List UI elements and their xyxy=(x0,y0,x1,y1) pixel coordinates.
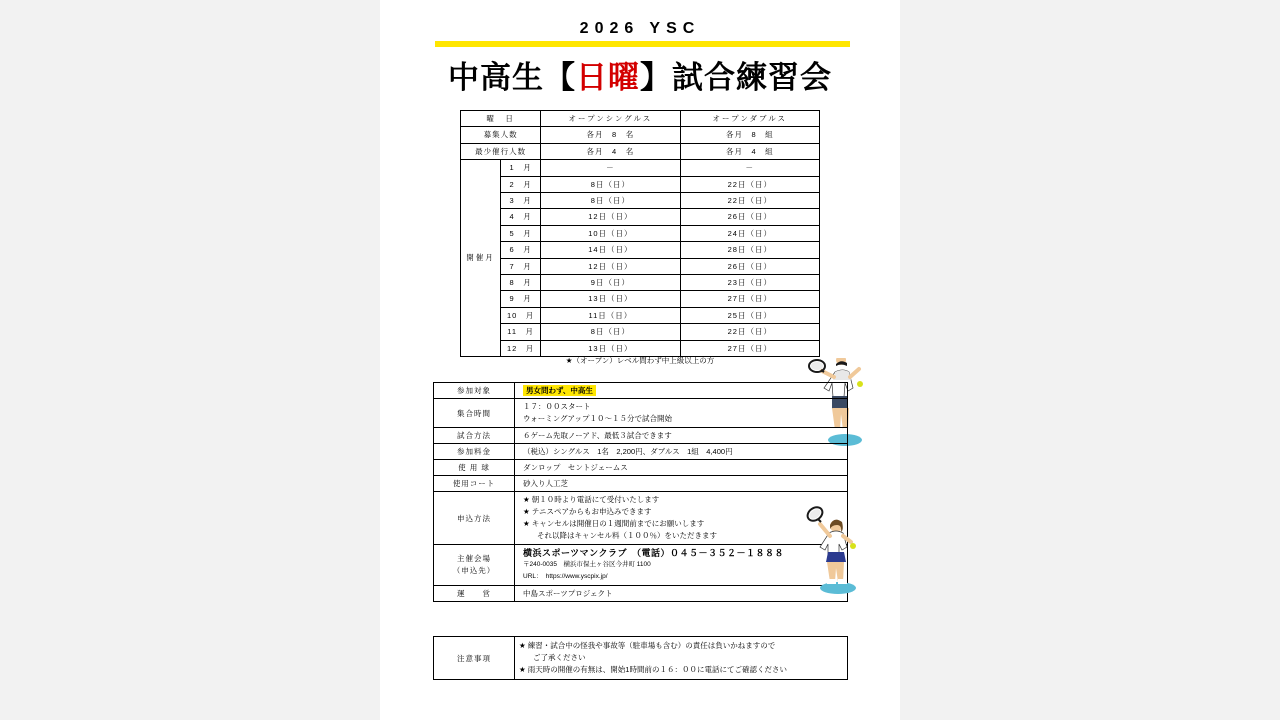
month-cell: 11 月 xyxy=(501,324,541,340)
row-capacity-doubles: 各月 8 組 xyxy=(680,127,819,143)
table-row xyxy=(434,492,848,545)
table-row xyxy=(434,399,848,428)
title-underline xyxy=(435,41,850,47)
row-min-singles: 各月 4 名 xyxy=(541,143,680,159)
month-singles: 13日（日） xyxy=(541,340,680,356)
table-row xyxy=(461,258,820,274)
month-singles: 14日（日） xyxy=(541,242,680,258)
month-singles: 13日（日） xyxy=(541,291,680,307)
caution-value xyxy=(515,637,848,680)
month-cell: 8 月 xyxy=(501,275,541,291)
info-value-time xyxy=(515,399,848,428)
highlight-target: 男女問わず、中高生 xyxy=(523,385,596,396)
host-address: 〒240-0035 横浜市保土ヶ谷区今井町 1100 xyxy=(523,561,651,568)
info-label-apply: 申込方法 xyxy=(434,492,515,545)
month-singles: 11日（日） xyxy=(541,307,680,323)
month-cell: 6 月 xyxy=(501,242,541,258)
apply-line-2: ★ テニスペアからもお申込みできます xyxy=(523,507,652,516)
host-label-sub: （申込先） xyxy=(452,566,496,575)
month-cell: 12 月 xyxy=(501,340,541,356)
month-doubles: 25日（日） xyxy=(680,307,819,323)
info-value-fee: （税込）シングルス 1名 2,200円、ダブルス 1組 4,400円 xyxy=(515,444,848,460)
month-doubles: 22日（日） xyxy=(680,176,819,192)
time-line-1: １７：００スタート xyxy=(523,402,591,411)
caution-line-3: ★ 雨天時の開催の有無は、開始1時間前の１６：００に電話にてご確認ください xyxy=(519,665,787,674)
month-doubles: 26日（日） xyxy=(680,209,819,225)
page-title xyxy=(380,52,900,97)
info-label-host xyxy=(434,545,515,586)
info-label-court: 使用コート xyxy=(434,476,515,492)
table-row xyxy=(434,637,848,680)
month-cell: 7 月 xyxy=(501,258,541,274)
info-value-court: 砂入り人工芝 xyxy=(515,476,848,492)
apply-line-3: ★ キャンセルは開催日の１週間前までにお願いします xyxy=(523,519,705,528)
page-title-year: 2026 YSC xyxy=(579,20,701,37)
table-row xyxy=(461,307,820,323)
document-page xyxy=(380,0,900,720)
page-background-right xyxy=(900,0,1280,720)
table-row xyxy=(461,160,820,176)
month-cell: 4 月 xyxy=(501,209,541,225)
month-doubles: － xyxy=(680,160,819,176)
table-row xyxy=(434,545,848,586)
schedule-header-doubles: オープンダブルス xyxy=(680,111,819,127)
row-label-capacity: 募集人数 xyxy=(461,127,541,143)
host-name: 横浜スポーツマンクラブ （電話）０４５－３５２－１８８８ xyxy=(523,548,784,558)
caution-label: 注意事項 xyxy=(434,637,515,680)
schedule-header-day: 曜 日 xyxy=(461,111,541,127)
month-singles: 9日（日） xyxy=(541,275,680,291)
schedule-table xyxy=(460,110,820,357)
table-row xyxy=(461,127,820,143)
month-doubles: 27日（日） xyxy=(680,291,819,307)
table-row xyxy=(461,143,820,159)
table-row xyxy=(434,428,848,444)
table-row xyxy=(461,176,820,192)
month-cell: 5 月 xyxy=(501,225,541,241)
info-label-fee: 参加料金 xyxy=(434,444,515,460)
table-row xyxy=(461,209,820,225)
table-header-row xyxy=(461,111,820,127)
row-capacity-singles: 各月 8 名 xyxy=(541,127,680,143)
table-row xyxy=(434,383,848,399)
month-doubles: 26日（日） xyxy=(680,258,819,274)
month-singles: 12日（日） xyxy=(541,209,680,225)
schedule-header-singles: オープンシングルス xyxy=(541,111,680,127)
month-singles: 8日（日） xyxy=(541,176,680,192)
table-row xyxy=(434,460,848,476)
month-doubles: 27日（日） xyxy=(680,340,819,356)
table-row xyxy=(434,444,848,460)
caution-table xyxy=(433,636,848,680)
time-line-2: ウォーミングアップ１０～１５分で試合開始 xyxy=(523,414,673,423)
info-table xyxy=(433,382,848,602)
title-part-red: 日曜 xyxy=(576,60,640,96)
host-label-main: 主催会場 xyxy=(457,554,491,563)
month-doubles: 22日（日） xyxy=(680,193,819,209)
caution-line-2: ご了承ください xyxy=(533,653,586,662)
month-cell: 3 月 xyxy=(501,193,541,209)
table-row xyxy=(461,242,820,258)
host-url[interactable]: URL： https://www.yscpix.jp/ xyxy=(523,573,608,580)
month-singles: － xyxy=(541,160,680,176)
table-row xyxy=(461,193,820,209)
month-singles: 12日（日） xyxy=(541,258,680,274)
table-row xyxy=(461,291,820,307)
title-part-post: 試合練習会 xyxy=(672,60,832,96)
page-background-left xyxy=(0,0,380,720)
info-label-target: 参加対象 xyxy=(434,383,515,399)
month-singles: 8日（日） xyxy=(541,324,680,340)
table-row xyxy=(461,275,820,291)
month-cell: 2 月 xyxy=(501,176,541,192)
month-doubles: 28日（日） xyxy=(680,242,819,258)
month-cell: 1 月 xyxy=(501,160,541,176)
month-cell: 9 月 xyxy=(501,291,541,307)
schedule-note: ★（オープン）レベル問わず中上級以上の方 xyxy=(565,356,715,365)
info-label-format: 試合方法 xyxy=(434,428,515,444)
info-value-format: ６ゲーム先取ノーアド、最低３試合できます xyxy=(515,428,848,444)
row-min-doubles: 各月 4 組 xyxy=(680,143,819,159)
table-row xyxy=(461,324,820,340)
title-bracket-close: 】 xyxy=(640,60,672,96)
month-doubles: 23日（日） xyxy=(680,275,819,291)
month-doubles: 22日（日） xyxy=(680,324,819,340)
row-label-months: 開催月 xyxy=(461,160,501,357)
flyer xyxy=(380,0,900,720)
month-singles: 8日（日） xyxy=(541,193,680,209)
table-row xyxy=(434,476,848,492)
caution-line-1: ★ 練習・試合中の怪我や事故等（駐車場も含む）の責任は負いかねますので xyxy=(519,641,776,650)
apply-line-1: ★ 朝１０時より電話にて受付いたします xyxy=(523,495,660,504)
title-bracket-open: 【 xyxy=(544,60,576,96)
tennis-player-illustration-two xyxy=(798,500,860,596)
month-cell: 10 月 xyxy=(501,307,541,323)
info-label-time: 集合時間 xyxy=(434,399,515,428)
apply-line-4: それ以降はキャンセル料（１００％）をいただきます xyxy=(537,531,717,540)
title-part-pre: 中高生 xyxy=(448,60,544,96)
info-value-ball: ダンロップ セントジェームス xyxy=(515,460,848,476)
table-row xyxy=(461,225,820,241)
table-row xyxy=(434,586,848,602)
info-label-ball: 使 用 球 xyxy=(434,460,515,476)
row-label-min: 最少催行人数 xyxy=(461,143,541,159)
info-value-target xyxy=(515,383,848,399)
month-singles: 10日（日） xyxy=(541,225,680,241)
month-doubles: 24日（日） xyxy=(680,225,819,241)
info-value-operation: 中島スポーツプロジェクト xyxy=(515,586,848,602)
info-label-operation: 運 営 xyxy=(434,586,515,602)
